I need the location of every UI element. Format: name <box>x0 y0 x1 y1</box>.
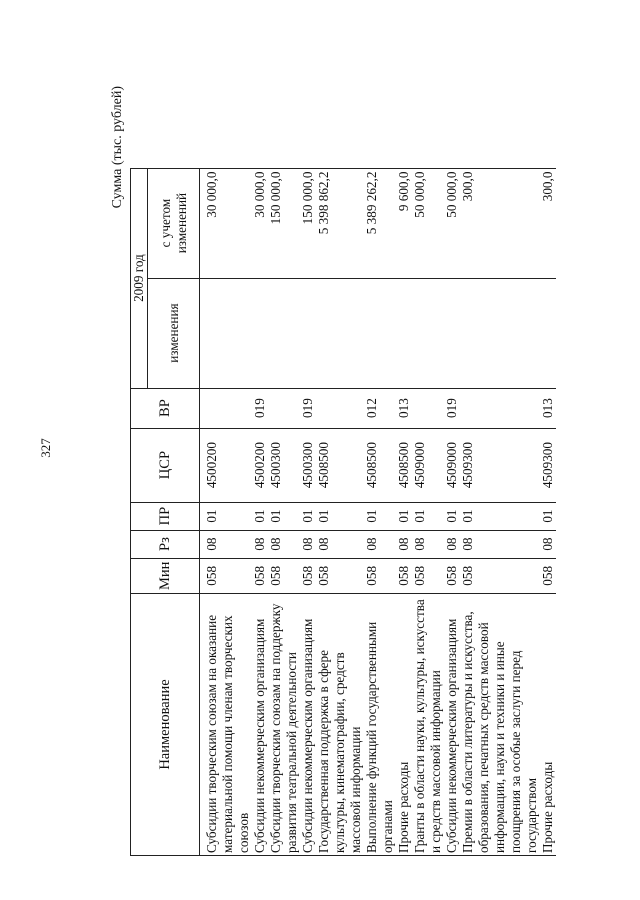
row-vr: 013 <box>540 388 556 428</box>
row-rz: 08 <box>412 530 444 558</box>
header-name: Наименование <box>131 594 200 856</box>
row-rz: 08 <box>204 530 252 558</box>
row-csr: 4500200 <box>204 428 252 502</box>
row-total: 150 000,0 <box>300 168 316 278</box>
row-csr: 4508500 <box>364 428 396 502</box>
row-pr: 01 <box>412 502 444 530</box>
row-change <box>204 278 252 388</box>
row-csr: 4508500 <box>316 428 364 502</box>
row-pr: 01 <box>268 502 300 530</box>
row-csr: 4500300 <box>300 428 316 502</box>
row-rz: 08 <box>268 530 300 558</box>
budget-table <box>130 168 556 856</box>
row-total: 30 000,0 <box>204 168 252 278</box>
row-min: 058 <box>252 558 268 593</box>
row-total: 30 000,0 <box>252 168 268 278</box>
table-body <box>200 168 557 855</box>
header-csr: ЦСР <box>131 428 200 502</box>
table-row <box>460 168 540 855</box>
row-min: 058 <box>444 558 460 593</box>
row-pr: 01 <box>316 502 364 530</box>
row-pr: 01 <box>204 502 252 530</box>
row-name: Гранты в области науки, культуры, искусства и средств массовой информации <box>412 594 444 856</box>
header-vr: ВР <box>131 388 200 428</box>
table-row <box>300 168 316 855</box>
row-min: 058 <box>268 558 300 593</box>
row-csr: 4509000 <box>444 428 460 502</box>
row-csr: 4509000 <box>412 428 444 502</box>
row-change <box>300 278 316 388</box>
row-total: 5 398 862,2 <box>316 168 364 278</box>
row-vr <box>316 388 364 428</box>
row-rz: 08 <box>364 530 396 558</box>
header-min: Мин <box>131 558 200 593</box>
row-csr: 4508500 <box>396 428 412 502</box>
header-with-changes: с учетом изменений <box>148 168 200 278</box>
row-csr: 4500300 <box>268 428 300 502</box>
row-rz: 08 <box>300 530 316 558</box>
row-vr <box>204 388 252 428</box>
table-row <box>540 168 556 855</box>
row-total: 300,0 <box>540 168 556 278</box>
row-pr: 01 <box>300 502 316 530</box>
row-min: 058 <box>204 558 252 593</box>
header-pr: ПР <box>131 502 200 530</box>
row-total: 300,0 <box>460 168 540 278</box>
row-total: 150 000,0 <box>268 168 300 278</box>
row-change <box>396 278 412 388</box>
row-vr <box>412 388 444 428</box>
row-rz: 08 <box>316 530 364 558</box>
row-csr: 4500200 <box>252 428 268 502</box>
row-change <box>268 278 300 388</box>
row-rz: 08 <box>460 530 540 558</box>
row-pr: 01 <box>364 502 396 530</box>
row-name: Субсидии некоммерческим организациям <box>300 594 316 856</box>
row-min: 058 <box>540 558 556 593</box>
row-vr: 019 <box>300 388 316 428</box>
row-name: Субсидии творческим союзам на поддержку развития театральной деятельности <box>268 594 300 856</box>
table-row <box>444 168 460 855</box>
row-min: 058 <box>460 558 540 593</box>
row-change <box>316 278 364 388</box>
header-changes: изменения <box>148 278 200 388</box>
row-change <box>412 278 444 388</box>
page-number: 327 <box>37 438 53 458</box>
table-row <box>268 168 300 855</box>
table-row <box>412 168 444 855</box>
row-vr: 019 <box>444 388 460 428</box>
row-min: 058 <box>412 558 444 593</box>
table-row <box>396 168 412 855</box>
table-row <box>364 168 396 855</box>
table-row <box>252 168 268 855</box>
row-pr: 01 <box>252 502 268 530</box>
row-name: Прочие расходы <box>540 594 556 856</box>
row-rz: 08 <box>252 530 268 558</box>
row-min: 058 <box>396 558 412 593</box>
row-name: Выполнение функций государственными органами <box>364 594 396 856</box>
row-name: Субсидии некоммерческим организациям <box>444 594 460 856</box>
row-total: 9 600,0 <box>396 168 412 278</box>
amount-caption: Сумма (тыс. рублей) <box>110 86 125 209</box>
row-total: 5 389 262,2 <box>364 168 396 278</box>
header-year: 2009 год <box>131 168 148 388</box>
header-rz: Рз <box>131 530 200 558</box>
row-change <box>540 278 556 388</box>
row-vr: 012 <box>364 388 396 428</box>
row-rz: 08 <box>396 530 412 558</box>
table-header <box>131 168 200 855</box>
row-csr: 4509300 <box>540 428 556 502</box>
row-name: Государственная поддержка в сфере культуры, кинематографии, средств массовой информации <box>316 594 364 856</box>
row-name: Прочие расходы <box>396 594 412 856</box>
row-rz: 08 <box>540 530 556 558</box>
row-vr: 013 <box>396 388 412 428</box>
row-vr: 019 <box>252 388 268 428</box>
row-change <box>364 278 396 388</box>
rotated-content <box>110 76 580 856</box>
row-name: Субсидии творческим союзам на оказание материальной помощи членам творческих союзов <box>204 594 252 856</box>
row-vr <box>268 388 300 428</box>
row-vr <box>460 388 540 428</box>
table-row <box>204 168 252 855</box>
row-name: Субсидии некоммерческим организациям <box>252 594 268 856</box>
row-pr: 01 <box>396 502 412 530</box>
table-row <box>316 168 364 855</box>
row-min: 058 <box>300 558 316 593</box>
row-pr: 01 <box>540 502 556 530</box>
row-change <box>252 278 268 388</box>
row-pr: 01 <box>444 502 460 530</box>
row-total: 50 000,0 <box>444 168 460 278</box>
row-rz: 08 <box>444 530 460 558</box>
row-change <box>444 278 460 388</box>
row-change <box>460 278 540 388</box>
row-min: 058 <box>364 558 396 593</box>
row-csr: 4509300 <box>460 428 540 502</box>
row-name: Премии в области литературы и искусства, образования, печатных средств массовой информации, науки и техники и иные поощрения за особые заслуги перед государством <box>460 594 540 856</box>
row-total: 50 000,0 <box>412 168 444 278</box>
row-pr: 01 <box>460 502 540 530</box>
row-min: 058 <box>316 558 364 593</box>
